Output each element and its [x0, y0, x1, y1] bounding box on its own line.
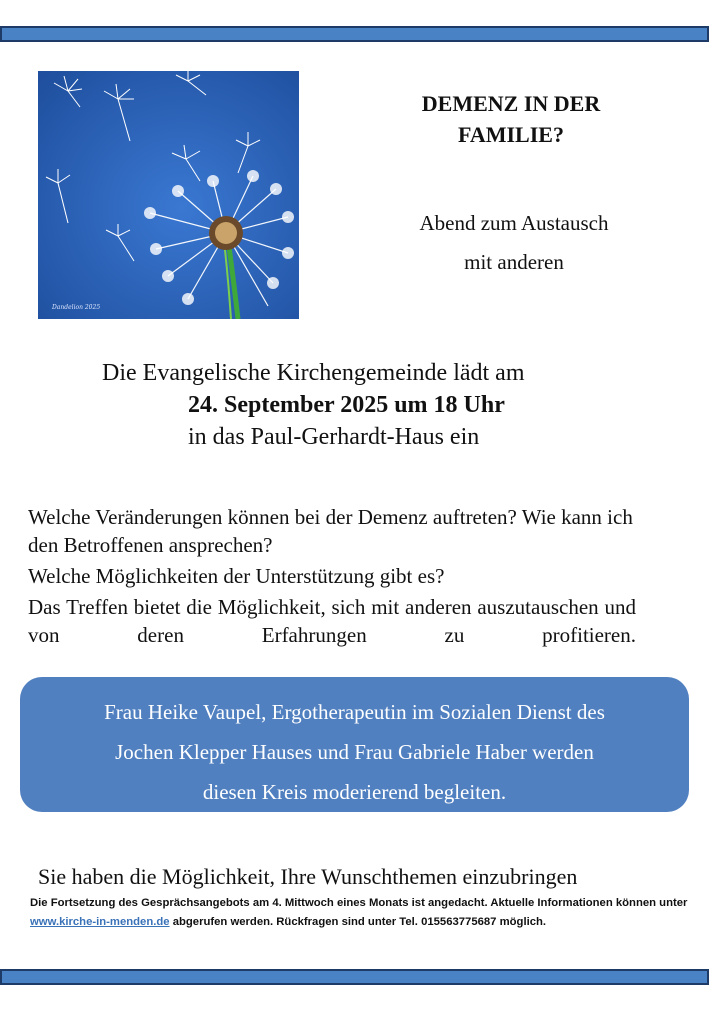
event-subtitle [370, 204, 658, 282]
callout-line-2: Jochen Klepper Hauses und Frau Gabriele Haber werden [115, 740, 594, 764]
footnote-text-2: abgerufen werden. Rückfragen sind unter Tel. 015563775687 möglich. [169, 916, 547, 928]
question-2: Welche Möglichkeiten der Unterstützung gibt es? [28, 564, 445, 588]
bottom-decorative-bar [0, 969, 709, 985]
closing-statement: Sie haben die Möglichkeit, Ihre Wunschthemen einzubringen [38, 864, 578, 889]
event-title [370, 88, 652, 150]
svg-text:Dandelion 2025: Dandelion 2025 [52, 304, 101, 311]
subtitle-line-2: mit anderen [464, 250, 564, 274]
dandelion-artwork [38, 71, 299, 319]
question-3: Das Treffen bietet die Möglichkeit, sich mit anderen auszutauschen und von deren Erfahrungen zu profitieren. [28, 595, 636, 647]
invitation-line-1: Die Evangelische Kirchengemeinde lädt am [102, 360, 525, 386]
footnote [30, 894, 710, 932]
subtitle-line-1: Abend zum Austausch [419, 211, 609, 235]
title-line-2: FAMILIE? [458, 122, 564, 147]
moderators-callout [20, 677, 689, 812]
callout-line-1: Frau Heike Vaupel, Ergotherapeutin im Sozialen Dienst des [104, 700, 605, 724]
questions-section [28, 503, 636, 649]
footnote-text-1: Die Fortsetzung des Gesprächsangebots am 4. Mittwoch eines Monats ist angedacht. Aktuelle Informationen können unter [30, 897, 688, 909]
top-decorative-bar [0, 26, 709, 42]
title-line-1: DEMENZ IN DER [421, 91, 601, 116]
question-1: Welche Veränderungen können bei der Demenz auftreten? Wie kann ich den Betroffenen ansprechen? [28, 505, 633, 557]
invitation-line-3: in das Paul-Gerhardt-Haus ein [188, 424, 480, 450]
callout-line-3: diesen Kreis moderierend begleiten. [202, 780, 507, 804]
website-link[interactable]: www.kirche-in-menden.de [30, 916, 170, 928]
invitation-date-time: 24. September 2025 um 18 Uhr [188, 392, 505, 418]
